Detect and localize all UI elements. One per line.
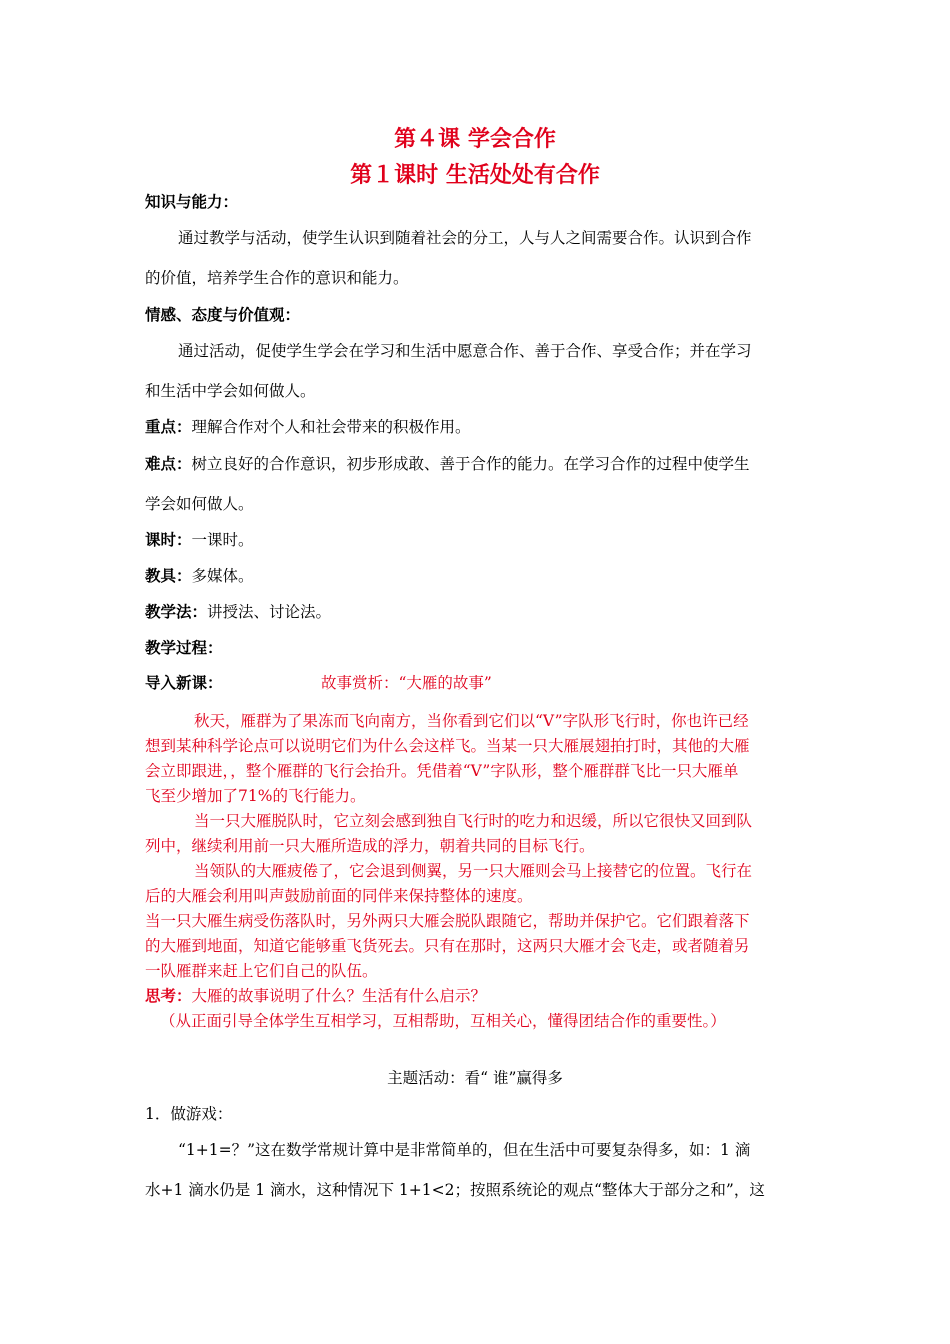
think-text: 大雁的故事说明了什么？生活有什么启示？ bbox=[191, 987, 487, 1005]
activity-item1: 1．做游戏： bbox=[145, 1105, 233, 1123]
guide-text: （从正面引导全体学生互相学习，互相帮助，互相关心，懂得团结合作的重要性。） bbox=[160, 1012, 726, 1030]
story-p2-line1: 当一只大雁脱队时，它立刻会感到独自飞行时的吃力和迟缓，所以它很快又回到队 bbox=[194, 812, 753, 830]
activity-text-line2: 水+1 滴水仍是 1 滴水，这种情况下 1+1<2；按照系统论的观点“整体大于部分之和”，这 bbox=[145, 1181, 765, 1199]
story-p1-line4: 飞至少增加了71%的飞行能力。 bbox=[145, 787, 366, 805]
knowledge-text-line2: 的价值，培养学生合作的意识和能力。 bbox=[145, 269, 409, 287]
emotion-text-line1: 通过活动，促使学生学会在学习和生活中愿意合作、善于合作、享受合作；并在学习 bbox=[178, 342, 752, 360]
key-point-text: 理解合作对个人和社会带来的积极作用。 bbox=[191, 418, 471, 436]
story-p1-line2: 想到某种科学论点可以说明它们为什么会这样飞。当某一只大雁展翅拍打时，其他的大雁 bbox=[145, 737, 750, 755]
tools bbox=[145, 564, 254, 586]
difficulty-text-line1: 树立良好的合作意识，初步形成敢、善于合作的能力。在学习合作的过程中使学生 bbox=[191, 455, 750, 473]
key-point bbox=[145, 415, 471, 437]
story-p1-line1: 秋天，雁群为了果冻而飞向南方，当你看到它们以“V”字队形飞行时，你也许已经 bbox=[194, 712, 749, 730]
period-text: 一课时。 bbox=[191, 531, 254, 549]
lesson-title: 第４课 学会合作 bbox=[394, 126, 556, 152]
difficulty-label: 难点： bbox=[145, 454, 192, 473]
story-p3-line1: 当领队的大雁疲倦了，它会退到侧翼，另一只大雁则会马上接替它的位置。飞行在 bbox=[194, 862, 753, 880]
knowledge-heading: 知识与能力： bbox=[145, 192, 239, 211]
story-p4-line2: 的大雁到地面，知道它能够重飞货死去。只有在那时，这两只大雁才会飞走，或者随着另 bbox=[145, 937, 750, 955]
story-p4-line1: 当一只大雁生病受伤落队时，另外两只大雁会脱队跟随它，帮助并保护它。它们跟着落下 bbox=[145, 912, 750, 930]
knowledge-text-line1: 通过教学与活动，使学生认识到随着社会的分工，人与人之间需要合作。认识到合作 bbox=[178, 229, 752, 247]
period-label: 课时： bbox=[145, 530, 192, 549]
lesson-subtitle: 第１课时 生活处处有合作 bbox=[350, 162, 600, 188]
difficulty-text-line2: 学会如何做人。 bbox=[145, 495, 254, 513]
process-heading: 教学过程： bbox=[145, 638, 223, 657]
method-text: 讲授法、讨论法。 bbox=[207, 603, 332, 621]
method bbox=[145, 600, 331, 622]
story-title: 故事赏析：“大雁的故事” bbox=[321, 674, 492, 692]
method-label: 教学法： bbox=[145, 602, 208, 621]
story-p3-line2: 后的大雁会利用叫声鼓励前面的同伴来保持整体的速度。 bbox=[145, 887, 533, 905]
period bbox=[145, 528, 254, 550]
story-p2-line2: 列中，继续利用前一只大雁所造成的浮力，朝着共同的目标飞行。 bbox=[145, 837, 595, 855]
intro-label: 导入新课： bbox=[145, 673, 223, 692]
emotion-heading: 情感、态度与价值观： bbox=[145, 305, 301, 324]
story-p1-line3: 会立即跟进，，整个雁群的飞行会抬升。凭借着“V”字队形，整个雁群群飞比一只大雁单 bbox=[145, 762, 739, 780]
tools-label: 教具： bbox=[145, 566, 192, 585]
activity-text-line1: “1+1=？”这在数学常规计算中是非常简单的，但在生活中可要复杂得多，如：1 滴 bbox=[178, 1141, 751, 1159]
difficulty bbox=[145, 452, 750, 474]
tools-text: 多媒体。 bbox=[191, 567, 254, 585]
think-label: 思考： bbox=[145, 986, 192, 1005]
think bbox=[145, 984, 486, 1006]
story-p4-line3: 一队雁群来赶上它们自己的队伍。 bbox=[145, 962, 378, 980]
emotion-text-line2: 和生活中学会如何做人。 bbox=[145, 382, 316, 400]
activity-heading: 主题活动：看“ 谁”赢得多 bbox=[387, 1069, 563, 1087]
key-point-label: 重点： bbox=[145, 417, 192, 436]
